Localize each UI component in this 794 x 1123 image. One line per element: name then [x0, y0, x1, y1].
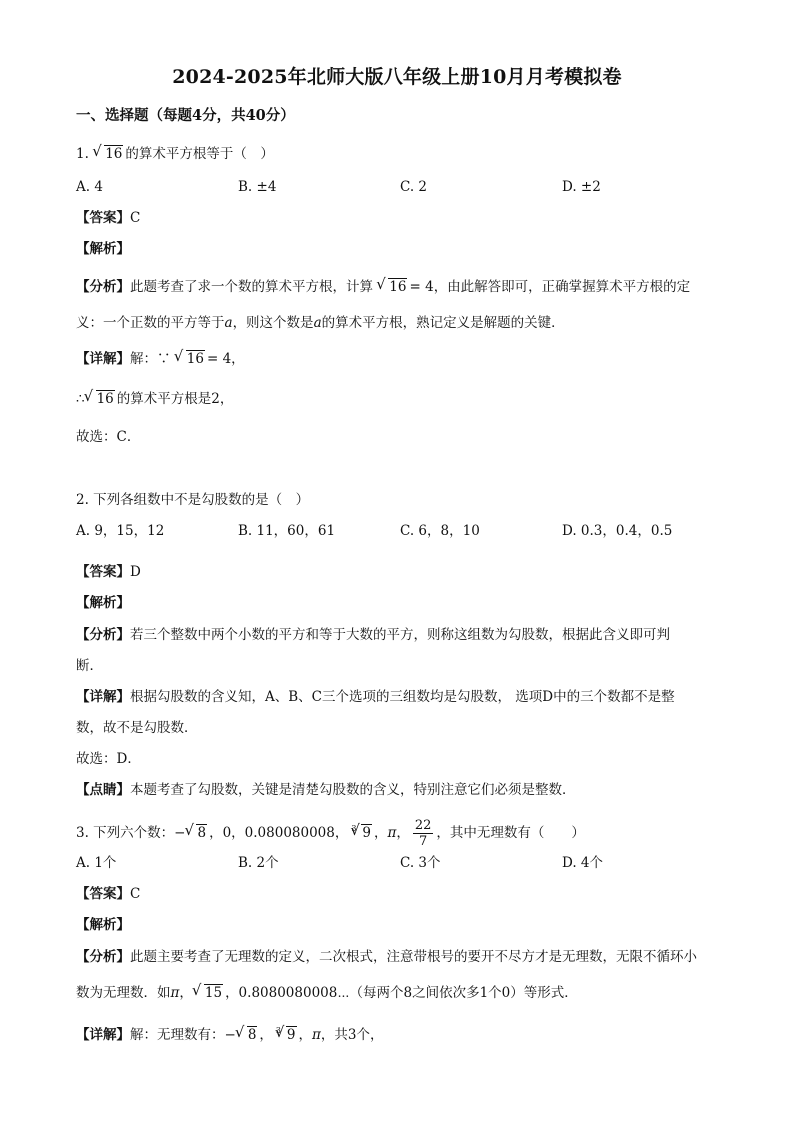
page-title: 2024-2025年北师大版八年级上册10月月考模拟卷 [172, 66, 622, 88]
q1-option-a[interactable]: A. 4 [76, 179, 103, 195]
q2-fenxi-line2: 断． [76, 658, 103, 674]
q2-detail-line2: 数，故不是勾股数． [76, 720, 198, 736]
q2-option-b[interactable]: B. 11，60，61 [238, 523, 336, 539]
fraction-22-7: $\frac{22}{7}$ [414, 818, 432, 849]
q3-answer: 【答案】C [76, 886, 141, 902]
q1-option-b[interactable]: B. ±4 [238, 179, 277, 195]
question-3-stem: 3. 下列六个数：−√ 8 ，0，0.080080008， √ 3 9 ，π， $\frac{22}{7}$ ，其中无理数有（ ） [76, 816, 585, 850]
q1-detail-line2: ∴√ 16 的算术平方根是2， [76, 389, 233, 409]
q1-fenxi-line1: 【分析】此题考查了求一个数的算术平方根，计算 √ 16 = 4，由此解答即可，正确掌握算术平方根的定 [76, 277, 690, 297]
q1-detail-line1: 【详解】解：∵ √ 16 = 4， [76, 349, 245, 369]
sqrt-16: √ 16 [95, 144, 123, 164]
q3-option-c[interactable]: C. 3个 [400, 855, 441, 871]
q3-option-a[interactable]: A. 1个 [76, 855, 117, 871]
q2-answer: 【答案】D [76, 564, 141, 580]
q2-option-d[interactable]: D. 0.3，0.4，0.5 [562, 523, 673, 539]
q1-fenxi-line2: 义：一个正数的平方等于a，则这个数是a的算术平方根，熟记定义是解题的关键． [76, 315, 565, 331]
question-2-stem: 2. 下列各组数中不是勾股数的是（ ） [76, 492, 310, 508]
q1-option-d[interactable]: D. ±2 [562, 179, 601, 195]
q1-option-c[interactable]: C. 2 [400, 179, 428, 195]
sqrt-15: √ 15 [195, 983, 223, 1003]
q3-fenxi-line2: 数为无理数．如π，√ 15 ，0.8080080008⋯（每两个8之间依次多1个0）等形式． [76, 983, 578, 1003]
q1-analysis-heading: 【解析】 [76, 241, 130, 257]
q2-analysis-heading: 【解析】 [76, 595, 130, 611]
q1-choose: 故选：C． [76, 429, 141, 445]
sqrt-8: √ 8 [187, 816, 207, 850]
q3-analysis-heading: 【解析】 [76, 917, 130, 933]
q2-fenxi-line1: 【分析】若三个整数中两个小数的平方和等于大数的平方，则称这组数为勾股数，根据此含义即可判 [76, 627, 670, 643]
cbrt-9: √ 3 9 [350, 816, 372, 850]
q2-detail-line1: 【详解】根据勾股数的含义知，A、B、C三个选项的三组数均是勾股数， 选项D中的三个数都不是整 [76, 689, 675, 705]
q2-option-c[interactable]: C. 6，8，10 [400, 523, 480, 539]
q2-option-a[interactable]: A. 9，15，12 [76, 523, 165, 539]
q3-fenxi-line1: 【分析】此题主要考查了无理数的定义，二次根式，注意带根号的要开不尽方才是无理数，无限不循环小 [76, 949, 697, 965]
q2-dianjing: 【点睛】本题考查了勾股数，关键是清楚勾股数的含义，特别注意它们必须是整数． [76, 782, 576, 798]
sqrt-16-inline: √ 16 [379, 277, 407, 297]
question-1-stem: 1. √ 16 的算术平方根等于（ ） [76, 144, 274, 164]
q1-answer: 【答案】C [76, 210, 141, 226]
q3-option-b[interactable]: B. 2个 [238, 855, 279, 871]
q3-detail-line1: 【详解】解：无理数有：−√ 8 ， √ 3 9 ，π，共3个， [76, 1025, 383, 1045]
section-heading: 一、选择题（每题4分，共40分） [76, 107, 295, 124]
q2-choose: 故选：D． [76, 751, 141, 767]
q3-option-d[interactable]: D. 4个 [562, 855, 604, 871]
